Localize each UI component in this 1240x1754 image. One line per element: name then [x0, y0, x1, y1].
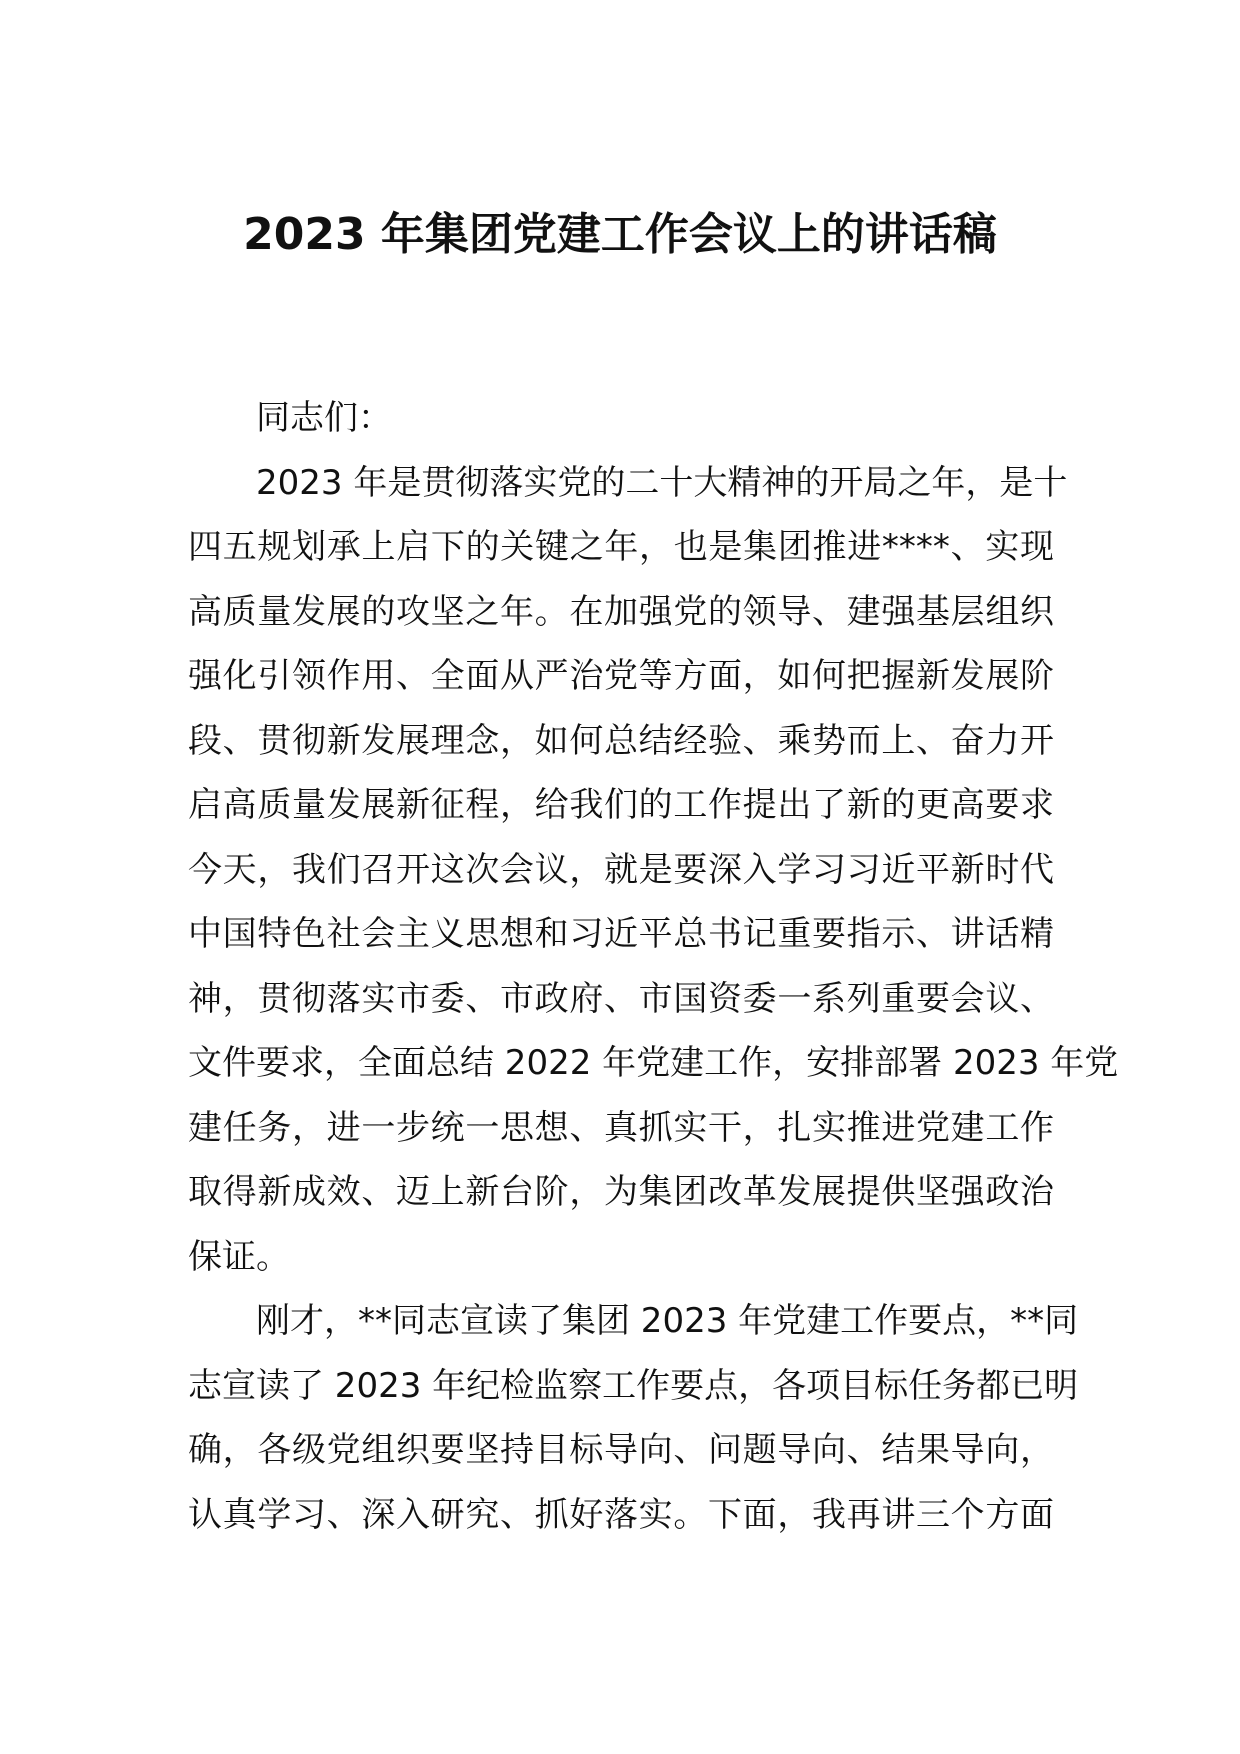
paragraph-line: 中国特色社会主义思想和习近平总书记重要指示、讲话精: [188, 914, 1054, 954]
paragraph-line: 今天，我们召开这次会议，就是要深入学习习近平新时代: [188, 849, 1054, 890]
paragraph-line: 保证。: [188, 1236, 290, 1277]
paragraph-line: 刚才，**同志宣读了集团 2023 年党建工作要点，**同: [256, 1301, 1079, 1341]
paragraph-line: 志宣读了 2023 年纪检监察工作要点，各项目标任务都已明: [188, 1365, 1079, 1406]
paragraph-line: 段、贯彻新发展理念，如何总结经验、乘势而上、奋力开: [188, 720, 1054, 761]
paragraph-line: 强化引领作用、全面从严治党等方面，如何把握新发展阶: [188, 656, 1054, 696]
paragraph-line: 认真学习、深入研究、抓好落实。下面，我再讲三个方面: [188, 1494, 1054, 1535]
paragraph-line: 文件要求，全面总结 2022 年党建工作，安排部署 2023 年党: [188, 1043, 1119, 1083]
document-body: [188, 386, 1119, 1547]
paragraph-line: 四五规划承上启下的关键之年，也是集团推进****、实现: [188, 527, 1054, 567]
paragraph-line: 2023 年是贯彻落实党的二十大精神的开局之年，是十: [256, 462, 1068, 503]
paragraph-line: 高质量发展的攻坚之年。在加强党的领导、建强基层组织: [188, 591, 1054, 632]
paragraph-2: [188, 1289, 1079, 1547]
paragraph-line: 启高质量发展新征程，给我们的工作提出了新的更高要求: [188, 785, 1054, 825]
salutation: 同志们：: [256, 398, 392, 438]
paragraph-line: 确，各级党组织要坚持目标导向、问题导向、结果导向，: [188, 1430, 1054, 1470]
paragraph-1: [188, 451, 1119, 1290]
paragraph-line: 神，贯彻落实市委、市政府、市国资委一系列重要会议、: [188, 978, 1054, 1019]
paragraph-line: 取得新成效、迈上新台阶，为集团改革发展提供坚强政治: [188, 1172, 1054, 1212]
paragraph-line: 建任务，进一步统一思想、真抓实干，扎实推进党建工作: [188, 1107, 1054, 1148]
document-title: 2023 年集团党建工作会议上的讲话稿: [243, 209, 997, 260]
